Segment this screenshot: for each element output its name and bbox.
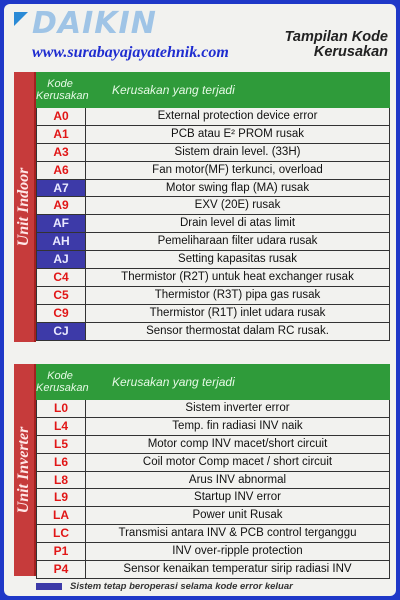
indoor-rows	[36, 108, 390, 341]
table-row	[37, 489, 389, 507]
error-description: INV over-ripple protection	[172, 545, 303, 558]
table-row	[37, 436, 389, 454]
error-description: Sensor kenaikan temperatur sirip radiasi INV	[123, 563, 352, 576]
error-code-card	[4, 4, 396, 596]
indoor-side-band	[14, 72, 36, 342]
indoor-col-desc: Kerusakan yang terjadi	[112, 83, 235, 97]
inverter-side-label: Unit Inverter	[15, 426, 32, 514]
error-description: Coil motor Comp macet / short circuit	[142, 455, 333, 468]
error-description: Thermistor (R3T) pipa gas rusak	[154, 288, 321, 301]
indoor-section	[14, 72, 390, 342]
error-code: AF	[37, 215, 86, 232]
table-row	[37, 507, 389, 525]
table-row	[37, 144, 389, 162]
table-row	[37, 269, 389, 287]
error-code: AH	[37, 233, 86, 250]
inverter-table	[36, 364, 390, 579]
table-row	[37, 525, 389, 543]
error-code: AJ	[37, 251, 86, 268]
error-code: P1	[37, 543, 86, 560]
table-row	[37, 251, 389, 269]
error-code: L6	[37, 454, 86, 471]
error-code: A9	[37, 197, 86, 214]
header	[4, 4, 396, 74]
error-description: Arus INV abnormal	[188, 473, 287, 486]
error-description: Temp. fin radiasi INV naik	[172, 419, 303, 432]
error-code: L0	[37, 400, 86, 417]
table-row	[37, 323, 389, 341]
error-description: Thermistor (R1T) inlet udara rusak	[149, 306, 326, 319]
brand-logo: DAIKIN	[32, 6, 157, 41]
error-code: LA	[37, 507, 86, 524]
table-row	[37, 108, 389, 126]
inverter-rows	[36, 400, 390, 579]
inverter-table-header	[36, 364, 390, 400]
indoor-table-header	[36, 72, 390, 108]
error-description: Setting kapasitas rusak	[178, 253, 297, 266]
legend-swatch	[36, 583, 62, 590]
error-code: L4	[37, 418, 86, 435]
error-description: Drain level di atas limit	[179, 217, 296, 230]
error-code: C9	[37, 305, 86, 322]
indoor-col-code: Kode Kerusakan	[36, 78, 89, 102]
error-code: A6	[37, 162, 86, 179]
indoor-table	[36, 72, 390, 341]
error-description: Transmisi antara INV & PCB control terganggu	[118, 527, 357, 540]
title-line-1: Tampilan Kode	[284, 29, 388, 45]
footer-legend	[14, 580, 390, 592]
table-row	[37, 233, 389, 251]
table-row	[37, 454, 389, 472]
indoor-side-label: Unit Indoor	[15, 167, 32, 247]
error-description: Power unit Rusak	[192, 509, 283, 522]
footer-note: Sistem tetap beroperasi selama kode error keluar	[70, 580, 293, 592]
inverter-section	[14, 364, 390, 576]
table-row	[37, 400, 389, 418]
error-description: PCB atau E² PROM rusak	[171, 127, 304, 140]
table-row	[37, 472, 389, 490]
table-row	[37, 418, 389, 436]
error-code: A1	[37, 126, 86, 143]
error-description: Thermistor (R2T) untuk heat exchanger rusak	[121, 271, 354, 284]
error-code: LC	[37, 525, 86, 542]
error-description: External protection device error	[157, 110, 318, 122]
error-description: Pemeliharaan filter udara rusak	[157, 235, 318, 248]
error-code: L8	[37, 472, 86, 489]
error-description: Fan motor(MF) terkunci, overload	[152, 163, 323, 176]
error-description: Motor swing flap (MA) rusak	[165, 181, 310, 194]
error-description: Startup INV error	[194, 491, 281, 504]
error-description: Motor comp INV macet/short circuit	[147, 437, 328, 450]
error-code: C4	[37, 269, 86, 286]
table-row	[37, 561, 389, 579]
error-description: Sensor thermostat dalam RC rusak.	[146, 324, 329, 337]
error-code: CJ	[37, 323, 86, 340]
table-row	[37, 305, 389, 323]
error-code: L9	[37, 489, 86, 506]
error-code: C5	[37, 287, 86, 304]
website-link[interactable]: www.surabayajayatehnik.com	[32, 44, 229, 61]
table-row	[37, 180, 389, 198]
title-line-2: Kerusakan	[313, 44, 388, 60]
table-row	[37, 215, 389, 233]
error-code: A3	[37, 144, 86, 161]
error-code: A0	[37, 108, 86, 125]
table-row	[37, 543, 389, 561]
daikin-logo-icon	[14, 12, 28, 26]
error-code: L5	[37, 436, 86, 453]
inverter-side-band	[14, 364, 36, 576]
table-row	[37, 197, 389, 215]
table-row	[37, 126, 389, 144]
inverter-col-desc: Kerusakan yang terjadi	[112, 375, 235, 389]
inverter-col-code: Kode Kerusakan	[36, 370, 89, 394]
error-code: P4	[37, 561, 86, 578]
table-row	[37, 287, 389, 305]
error-description: Sistem inverter error	[185, 402, 290, 414]
page-title	[285, 30, 388, 60]
error-code: A7	[37, 180, 86, 197]
table-row	[37, 162, 389, 180]
error-description: EXV (20E) rusak	[194, 199, 281, 212]
error-description: Sistem drain level. (33H)	[174, 145, 301, 158]
